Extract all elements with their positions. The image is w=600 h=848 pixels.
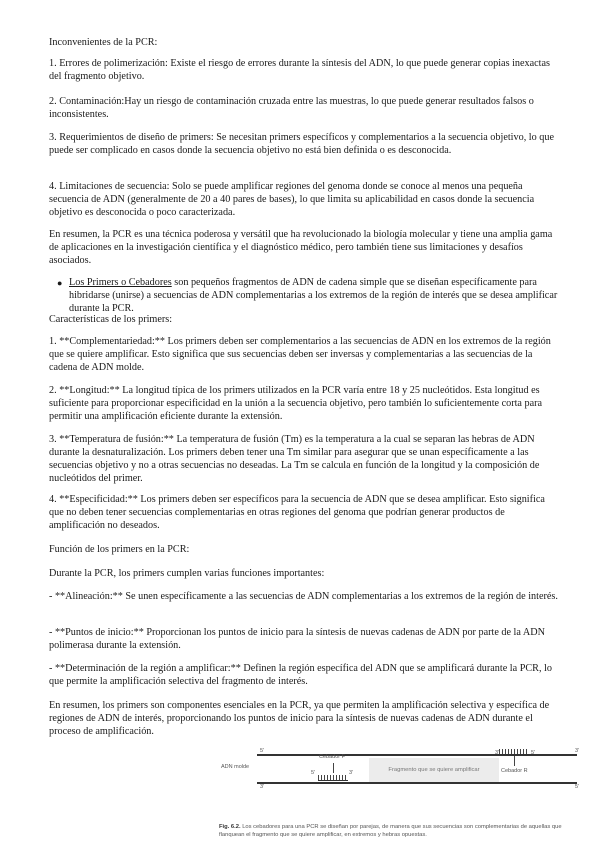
bottom-strand-3-end: 3' xyxy=(260,784,265,790)
primers-term: Los Primers o Cebadores xyxy=(69,277,172,288)
characteristic-3: 3. **Temperatura de fusión:** La temperatura de fusión (Tm) es la temperatura a la cual se separan las hebras de ADN durante la desnaturalización. Los primers deben tener una Tm similar para asegurar que se unan específicamente a las secuencias objetivo y no a otras secuencias no deseadas. La Tm se calcula en función de la longitud y la composición de nucleótidos del primer. xyxy=(49,434,540,484)
top-strand xyxy=(257,754,577,756)
primers-summary: En resumen, los primers son componentes esenciales en la PCR, ya que permiten la amplificación selectiva y específica de regiones de ADN de interés, proporcionando los puntos de inicio para la síntesis de nuevas cadenas de ADN durante el proceso de amplificación. xyxy=(49,700,550,737)
characteristic-2: 2. **Longitud:** La longitud típica de los primers utilizados en la PCR varía entre 18 y 25 nucleótidos. Esta longitud es suficiente para proporcionar especificidad en la unión a la secuencia objetivo, pero también lo suficientemente corta para permitir una amplificación eficiente durante la extensión. xyxy=(49,385,543,422)
bottom-strand xyxy=(257,782,577,784)
bottom-strand-5-end: 5' xyxy=(575,784,580,790)
primer-r-arrow xyxy=(514,756,515,766)
bullet-icon: ● xyxy=(57,278,63,288)
primer-f-arrow xyxy=(333,763,334,773)
primer-r-3-end: 3' xyxy=(495,750,500,756)
primer-f-5-end: 5' xyxy=(311,770,316,776)
figure-number: Fig. 6.2. xyxy=(219,823,241,830)
top-strand-3-end: 3' xyxy=(575,748,580,754)
characteristics-title: Características de los primers: xyxy=(49,314,173,325)
function-2: - **Puntos de inicio:** Proporcionan los puntos de inicio para la síntesis de nuevas cadenas de ADN por parte de la ADN polimerasa durante la extensión. xyxy=(49,627,545,651)
top-strand-5-end: 5' xyxy=(260,748,265,754)
primer-f-label: Cebador F xyxy=(319,754,345,760)
figure-caption xyxy=(219,823,587,839)
primer-r-label: Cebador R xyxy=(501,768,528,774)
disadvantages-summary: En resumen, la PCR es una técnica poderosa y versátil que ha revolucionado la biología molecular y tiene una amplia gama de aplicaciones en la investigación científica y el diagnóstico médico, pero también tiene sus limitaciones y desafíos asociados. xyxy=(49,229,553,266)
disadvantage-3: 3. Requerimientos de diseño de primers: Se necesitan primers específicos y complementarios a la secuencia objetivo, lo que puede ser complicado en casos donde la secuencia objetivo no está bien definida o es desconocida. xyxy=(49,132,554,156)
primer-r-5-end: 5' xyxy=(531,750,536,756)
primer-f-bars xyxy=(318,775,348,781)
primers-definition xyxy=(69,276,559,315)
pcr-primers-figure xyxy=(219,750,587,842)
disadvantage-2: 2. Contaminación:Hay un riesgo de contaminación cruzada entre las muestras, lo que puede generar resultados falsos o inconsistentes. xyxy=(49,96,534,120)
disadvantage-4: 4. Limitaciones de secuencia: Solo se puede amplificar regiones del genoma donde se conoce al menos una pequeña secuencia de ADN (generalmente de 20 a 40 pares de bases), lo que limita su aplicabilidad en casos donde la secuencia objetivo es desconocida o poco caracterizada. xyxy=(49,181,535,218)
primer-r-bars xyxy=(499,749,529,755)
primers-definition-text: son pequeños fragmentos de ADN de cadena simple que se diseñan específicamente para hibridarse (unirse) a secuencias de ADN complementarias a los extremos de la región de interés que se desea amplificar durante la PCR. xyxy=(69,277,558,314)
figure-caption-text: Los cebadores para una PCR se diseñan por parejas, de manera que sus secuencias son complementarias de aquellas que flanquean el fragmento que se quiere amplificar, en extremos y hebras opuestas. xyxy=(219,823,562,838)
figure-diagram xyxy=(219,750,587,812)
target-fragment: Fragmento que se quiere amplificar xyxy=(369,758,499,782)
disadvantage-1: 1. Errores de polimerización: Existe el riesgo de errores durante la síntesis del ADN, lo que puede generar copias inexactas del fragmento objetivo. xyxy=(49,58,550,82)
function-3: - **Determinación de la región a amplificar:** Definen la región específica del ADN que se amplificará durante la PCR, lo que permite la amplificación selectiva del fragmento de interés. xyxy=(49,663,552,687)
characteristic-1: 1. **Complementariedad:** Los primers deben ser complementarios a las secuencias de ADN en los extremos de la región que se quiere amplificar. Esto significa que sus secuencias deben ser inversas y complementarias a las secuencias de la cadena de ADN molde. xyxy=(49,336,551,373)
primer-f-3-end: 3' xyxy=(349,770,354,776)
function-intro: Durante la PCR, los primers cumplen varias funciones importantes: xyxy=(49,568,325,579)
function-1: - **Alineación:** Se unen específicamente a las secuencias de ADN complementarias a los extremos de la región de interés. xyxy=(49,591,558,602)
characteristic-4: 4. **Especificidad:** Los primers deben ser específicos para la secuencia de ADN que se desea amplificar. Esto significa que no deben tener secuencias complementarias en otras regiones del genoma que podrían generar productos de amplificación no deseados. xyxy=(49,494,545,531)
disadvantages-title: Inconvenientes de la PCR: xyxy=(49,37,158,48)
function-title: Función de los primers en la PCR: xyxy=(49,544,190,555)
dna-template-label: ADN molde xyxy=(221,764,250,770)
